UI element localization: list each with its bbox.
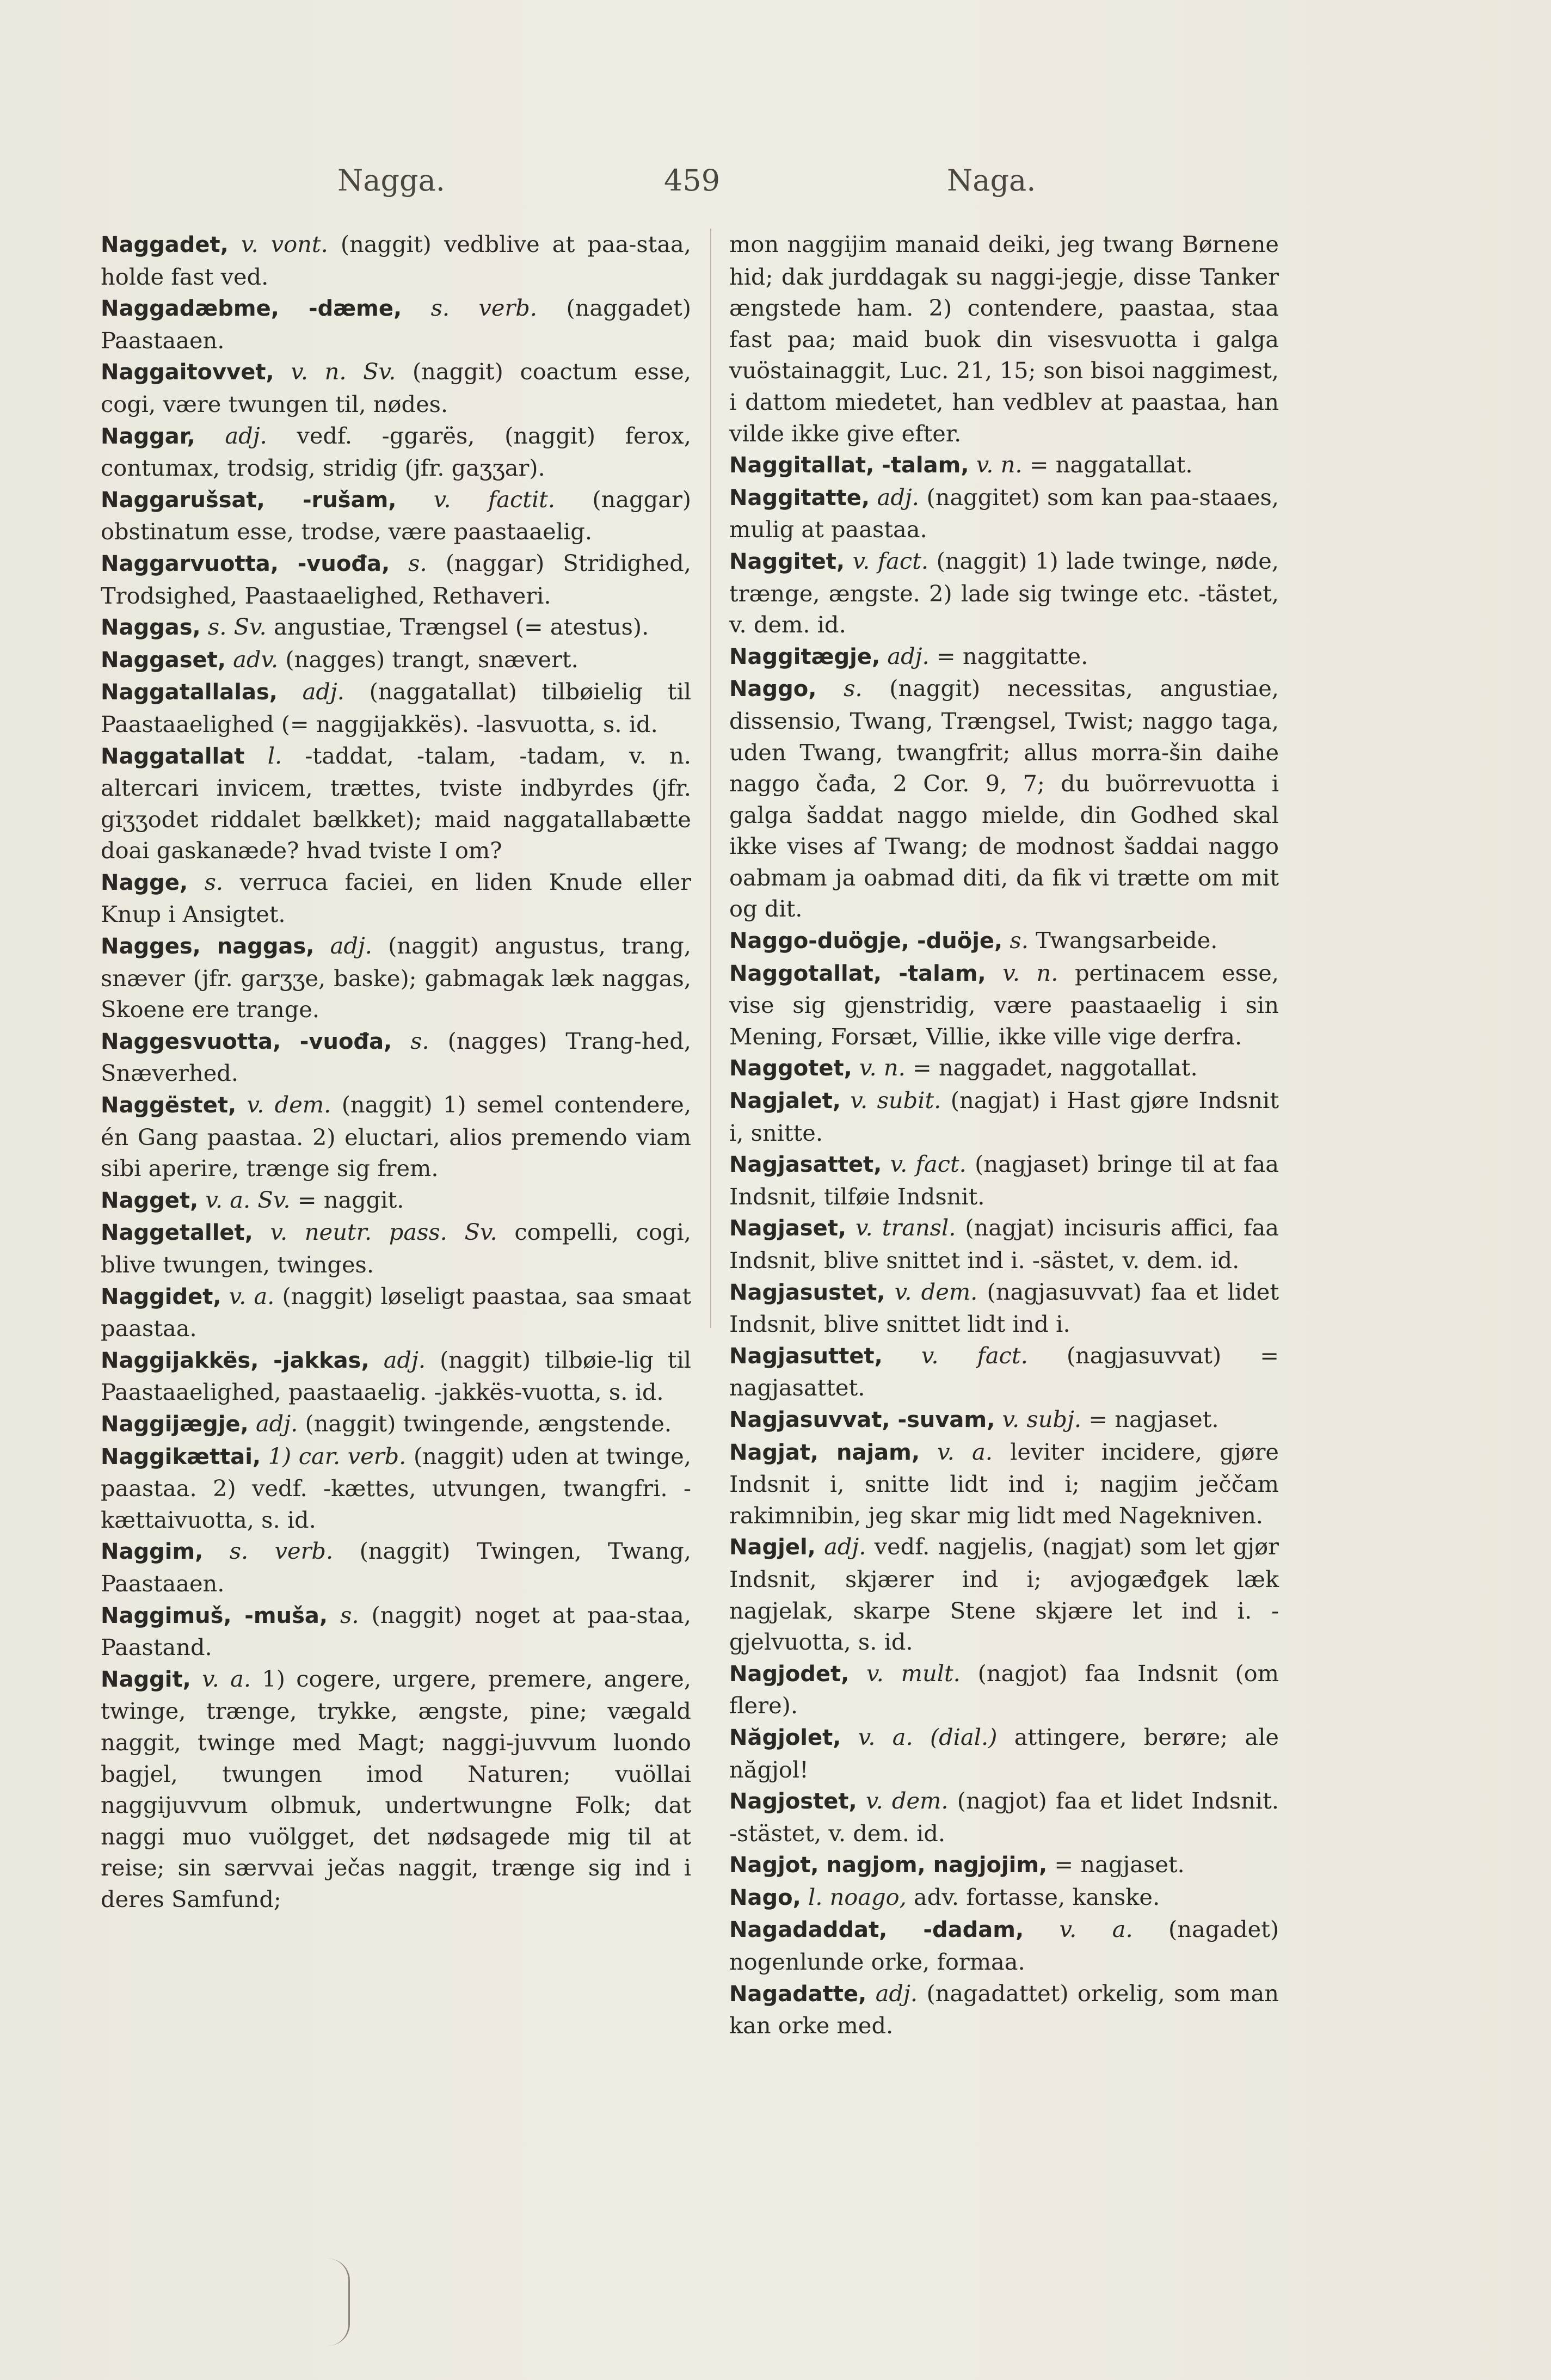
entry-headword: Naggotallat, -talam,: [729, 961, 986, 986]
entry-headword: Naggitallat, -talam,: [729, 453, 969, 478]
entry-grammar: s.: [390, 549, 427, 576]
entry-grammar: adj.: [277, 678, 344, 705]
entry-headword: Naggaitovvet,: [101, 360, 274, 385]
entry-grammar: v. dem.: [885, 1278, 978, 1305]
entry-grammar: adj.: [195, 422, 267, 449]
dictionary-entry: [101, 1281, 691, 1344]
entry-headword: Nagjodet,: [729, 1661, 850, 1687]
header-left: Nagga.: [337, 163, 445, 198]
entry-headword: Nago,: [729, 1885, 801, 1910]
dictionary-entry: [101, 1535, 691, 1599]
entry-definition: (nagges) trangt, snævert.: [278, 645, 578, 673]
entry-grammar: s.: [1002, 927, 1029, 954]
dictionary-entry: [729, 1785, 1279, 1849]
entry-headword: Naggadet,: [101, 232, 229, 257]
entry-definition: Twangsarbeide.: [1028, 927, 1218, 954]
entry-headword: Nagjaset,: [729, 1216, 847, 1241]
dictionary-entry: [101, 676, 691, 740]
dictionary-entry: [729, 1721, 1279, 1785]
entry-headword: Nagge,: [101, 870, 188, 895]
left-column: [101, 229, 691, 1915]
entry-definition: (naggit) noget at paa-staa, Paastand.: [101, 1601, 691, 1661]
entry-headword: Naggar,: [101, 423, 195, 449]
dictionary-entry: [729, 641, 1279, 673]
entry-definition: (naggit) 1) semel contendere, én Gang paastaa. 2) eluctari, alios premendo viam sibi aperire, trænge sig frem.: [101, 1091, 692, 1182]
entry-definition: (nagjot) faa Indsnit (om flere).: [729, 1659, 1279, 1719]
entry-headword: Naggidet,: [101, 1284, 221, 1309]
dictionary-entry: [101, 356, 691, 420]
entry-headword: Naggesvuotta, -vuođa,: [101, 1029, 392, 1054]
entry-definition: (naggatallat) tilbøielig til Paastaaelighed (= naggijakkës). -lasvuotta, s. id.: [101, 678, 692, 737]
entry-definition: adv. fortasse, kanske.: [906, 1883, 1160, 1910]
entry-definition: (nagjaset) bringe til at faa Indsnit, tilføie Indsnit.: [729, 1151, 1279, 1210]
entry-grammar: s.: [392, 1027, 429, 1054]
entry-headword: Naggatallalas,: [101, 680, 278, 705]
entry-definition: (naggit) uden at twinge, paastaa. 2) vedf. -kættes, utvungen, twangfri. -kættaivuotta, s. id.: [101, 1442, 691, 1533]
entry-definition: = nagjaset.: [1047, 1851, 1185, 1878]
entry-headword: Naggit,: [101, 1666, 191, 1692]
entry-grammar: v. fact.: [882, 1151, 967, 1178]
entry-grammar: adj.: [866, 1979, 918, 2007]
entry-definition: (naggar) obstinatum esse, trodse, være paastaaelig.: [101, 485, 691, 545]
entry-grammar: s.: [816, 675, 863, 702]
entry-grammar: adj.: [248, 1410, 298, 1437]
entry-definition: (nagjot) faa et lidet Indsnit. -stästet, v. dem. id.: [729, 1787, 1279, 1847]
dictionary-entry: [729, 545, 1279, 641]
entry-headword: Naggitægje,: [729, 644, 881, 669]
dictionary-entry: [729, 1404, 1279, 1436]
entry-headword: Nagjasuttet,: [729, 1343, 883, 1369]
entry-headword: Naggetallet,: [101, 1220, 253, 1246]
margin-bracket-mark: [305, 2259, 350, 2346]
dictionary-entry: [729, 1978, 1279, 2041]
dictionary-entry: [729, 1085, 1279, 1148]
entry-headword: Nagjalet,: [729, 1088, 841, 1114]
entry-definition: (naggit) twingende, ængstende.: [298, 1410, 672, 1437]
dictionary-entry: [729, 482, 1279, 545]
entry-definition: (naggadet) Paastaaen.: [101, 294, 691, 354]
entry-headword: Naggëstet,: [101, 1093, 237, 1118]
entry-grammar: s. verb.: [203, 1538, 334, 1565]
entry-definition: -taddat, -talam, -tadam, v. n. altercari invicem, trættes, tviste indbyrdes (jfr. giʒʒodet riddalet bælkket); maid naggatallabætte doai gaskanæde? hvad tviste I om?: [101, 742, 691, 864]
dictionary-entry: [101, 930, 691, 1025]
dictionary-entry: [101, 644, 691, 677]
dictionary-entry: [101, 866, 691, 930]
entry-definition: (nagjat) i Hast gjøre Indsnit i, snitte.: [729, 1087, 1279, 1146]
entry-grammar: v. subit.: [840, 1087, 941, 1114]
entry-grammar: l. noago,: [801, 1883, 907, 1910]
entry-headword: Naggarvuotta, -vuođa,: [101, 551, 390, 576]
entry-headword: Naggadæbme, -dæme,: [101, 296, 402, 322]
entry-grammar: s. verb.: [402, 294, 538, 322]
entry-headword: Nagjot, nagjom, nagjojim,: [729, 1853, 1048, 1878]
dictionary-entry: [729, 1531, 1279, 1657]
entry-headword: Nagges, naggas,: [101, 934, 315, 960]
entry-definition: pertinacem esse, vise sig gjenstridig, være paastaaelig i sin Mening, Forsæt, Villie, ikke ville vige derfra.: [729, 959, 1279, 1050]
entry-definition: (nagjasuvvat) = nagjasattet.: [729, 1342, 1279, 1401]
entry-definition: (naggit) vedblive at paa-staa, holde fast ved.: [101, 231, 691, 290]
dictionary-entry: [101, 548, 691, 611]
dictionary-entry: [729, 1658, 1279, 1721]
dictionary-entry: [729, 1148, 1279, 1212]
dictionary-entry: [729, 925, 1279, 957]
entry-headword: Năgjolet,: [729, 1725, 841, 1750]
dictionary-entry: [729, 1881, 1279, 1914]
right-column: [729, 229, 1279, 2041]
entry-headword: Nagjasuvvat, -suvam,: [729, 1407, 995, 1432]
dictionary-entry: [729, 1052, 1279, 1085]
dictionary-entry: [101, 1441, 691, 1536]
entry-headword: Nagjasustet,: [729, 1280, 885, 1305]
entry-definition: vedf. -ggarës, (naggit) ferox, contumax, trodsig, stridig (jfr. gaʒʒar).: [101, 422, 691, 482]
dictionary-entry: [101, 1344, 691, 1408]
dictionary-entry: [101, 611, 691, 644]
entry-definition: (nagjasuvvat) faa et lidet Indsnit, blive snittet lidt ind i.: [729, 1278, 1279, 1338]
entry-grammar: v. a.: [920, 1438, 993, 1465]
entry-definition: (naggitet) som kan paa-staaes, mulig at paastaa.: [729, 483, 1279, 543]
entry-headword: Naggaset,: [101, 647, 226, 673]
entry-definition: 1) cogere, urgere, premere, angere, twinge, trænge, trykke, ængste, pine; vægald naggit, twinge med Magt; naggi-juvvum luondo bagjel, twungen imod Naturen; vuöllai naggijuvvum olbmuk, undertwungne Folk; dat naggi muo vuölgget, det nødsagede mig til at reise; sin særvvai ječas naggit, trænge sig ind i deres Samfund;: [101, 1665, 691, 1912]
dictionary-entry: [101, 420, 691, 484]
entry-grammar: v. a.: [1024, 1916, 1133, 1943]
dictionary-entry: [729, 229, 1279, 449]
dictionary-entry: [101, 1600, 691, 1663]
entry-definition: (naggit) coactum esse, cogi, være twungen til, nødes.: [101, 358, 691, 417]
entry-grammar: v. a.: [190, 1665, 251, 1692]
dictionary-entry: [101, 1408, 691, 1441]
page-header: [0, 163, 1551, 207]
entry-headword: Nagjostet,: [729, 1789, 857, 1815]
entry-definition: (naggit) necessitas, angustiae, dissensio, Twang, Trængsel, Twist; naggo taga, uden Twang, twangfrit; allus morra-šin daihe naggo čađa, 2 Cor. 9, 7; du buörrevuotta i galga šaddat naggo mielde, din Godhed skal ikke vises af Twang; de modnost šaddai naggo oabmam ja oabmad diti, da fik vi trætte om mit og dit.: [729, 675, 1279, 923]
entry-definition: attingere, berøre; ale năgjol!: [729, 1723, 1279, 1783]
entry-grammar: adj.: [815, 1533, 866, 1560]
entry-grammar: s.: [188, 868, 224, 895]
header-right: Naga.: [947, 163, 1036, 198]
entry-definition: compelli, cogi, blive twungen, twinges.: [101, 1219, 691, 1278]
entry-definition: (nagadet) nogenlunde orke, formaa.: [729, 1916, 1279, 1976]
dictionary-entry: [101, 1663, 691, 1915]
entry-grammar: v. dem.: [857, 1787, 949, 1815]
entry-definition: leviter incidere, gjøre Indsnit i, snitte lidt ind i; nagjim ječčam rakimnibin, jeg skar mig lidt med Nagekniven.: [729, 1438, 1279, 1529]
entry-headword: Naggas,: [101, 615, 201, 641]
entry-grammar: s. Sv.: [200, 613, 267, 641]
entry-grammar: v. subj.: [995, 1405, 1082, 1432]
entry-definition: (naggit) 1) lade twinge, nøde, trænge, ængste. 2) lade sig twinge etc. -tästet, v. dem. id.: [729, 547, 1279, 638]
entry-definition: (nagadattet) orkelig, som man kan orke med.: [729, 1979, 1279, 2039]
dictionary-entry: [729, 1849, 1279, 1881]
entry-headword: Nagjat, najam,: [729, 1440, 920, 1465]
entry-definition: (naggit) angustus, trang, snæver (jfr. garʒʒe, baske); gabmagak læk naggas, Skoene ere trange.: [101, 932, 691, 1023]
dictionary-entry: [101, 1025, 691, 1089]
entry-grammar: adj.: [880, 642, 930, 669]
entry-grammar: v. transl.: [846, 1214, 956, 1241]
dictionary-entry: [101, 1184, 691, 1217]
entry-headword: Naggo,: [729, 677, 817, 702]
entry-definition: (naggit) løseligt paastaa, saa smaat paastaa.: [101, 1282, 691, 1342]
entry-definition: = naggitatte.: [929, 642, 1088, 669]
entry-definition: (nagjat) incisuris affici, faa Indsnit, blive snittet ind i. -sästet, v. dem. id.: [729, 1214, 1279, 1274]
entry-grammar: v. n.: [852, 1054, 906, 1081]
entry-grammar: adj.: [314, 932, 372, 960]
entry-grammar: v. fact.: [882, 1342, 1028, 1369]
dictionary-entry: [729, 1914, 1279, 1977]
dictionary-entry: [729, 1340, 1279, 1404]
dictionary-entry: [101, 1089, 691, 1184]
entry-definition: = naggadet, naggotallat.: [905, 1054, 1198, 1081]
entry-headword: Nagadatte,: [729, 1981, 867, 2007]
entry-definition: = naggatallat.: [1022, 451, 1193, 478]
dictionary-entry: [101, 292, 691, 356]
entry-headword: Naggijakkës, -jakkas,: [101, 1348, 370, 1373]
entry-grammar: v. n.: [986, 959, 1058, 986]
entry-definition: verruca faciei, en liden Knude eller Knup i Ansigtet.: [101, 868, 691, 928]
dictionary-entry: [729, 1276, 1279, 1340]
entry-definition: mon naggijim manaid deiki, jeg twang Børnene hid; dak jurddagak su naggi-jegje, disse Tanker ængstede ham. 2) contendere, paastaa, staa fast paa; maid buok din visesvuotta i galga vuöstainaggit, Luc. 21, 15; son bisoi naggimest, i dattom miedetet, han vedblev at paastaa, han vilde ikke give efter.: [729, 231, 1279, 447]
dictionary-entry: [729, 1436, 1279, 1532]
entry-definition: vedf. nagjelis, (nagjat) som let gjør Indsnit, skjærer ind i; avjogæđgek læk nagjelak, skarpe Stene skjære let ind i. -gjelvuotta, s. id.: [729, 1533, 1279, 1656]
entry-grammar: s.: [328, 1601, 359, 1628]
entry-grammar: v. a. Sv.: [198, 1186, 291, 1213]
entry-grammar: adj.: [870, 483, 919, 511]
entry-headword: Nagget,: [101, 1188, 199, 1213]
entry-definition: = nagjaset.: [1081, 1405, 1219, 1432]
entry-headword: Naggimuš, -muša,: [101, 1603, 328, 1628]
entry-grammar: v. vont.: [228, 231, 328, 257]
entry-headword: Naggo-duögje, -duöje,: [729, 928, 1003, 954]
dictionary-entry: [101, 740, 691, 866]
dictionary-entry: [729, 957, 1279, 1053]
dictionary-entry: [101, 1216, 691, 1280]
entry-grammar: l.: [244, 742, 282, 769]
entry-headword: Naggikættai,: [101, 1444, 261, 1469]
dictionary-entry: [729, 1212, 1279, 1276]
entry-headword: Naggarušsat, -rušam,: [101, 487, 397, 513]
entry-definition: = naggit.: [290, 1186, 404, 1213]
entry-headword: Nagjasattet,: [729, 1152, 882, 1178]
entry-grammar: adv.: [225, 645, 279, 673]
entry-definition: (naggar) Stridighed, Trodsighed, Paastaaelighed, Rethaveri.: [101, 549, 691, 609]
entry-grammar: v. neutr. pass. Sv.: [253, 1219, 497, 1246]
entry-grammar: v. n.: [969, 451, 1023, 478]
entry-grammar: v. factit.: [396, 485, 556, 513]
entry-grammar: v. a.: [221, 1282, 275, 1309]
dictionary-entry: [101, 484, 691, 548]
dictionary-entry: [101, 229, 691, 292]
dictionary-entry: [729, 449, 1279, 482]
entry-grammar: v. n. Sv.: [274, 358, 396, 385]
entry-grammar: v. fact.: [845, 547, 929, 574]
entry-grammar: v. mult.: [849, 1659, 961, 1687]
entry-headword: Nagadaddat, -dadam,: [729, 1917, 1024, 1943]
entry-headword: Naggatallat: [101, 743, 245, 769]
entry-definition: (naggit) Twingen, Twang, Paastaaen.: [101, 1538, 691, 1597]
entry-headword: Naggijægje,: [101, 1411, 249, 1437]
page-number: 459: [664, 163, 721, 198]
entry-grammar: v. dem.: [236, 1091, 331, 1118]
entry-definition: (nagges) Trang-hed, Snæverhed.: [101, 1027, 691, 1087]
entry-headword: Naggitet,: [729, 549, 845, 574]
entry-grammar: v. a. (dial.): [841, 1723, 998, 1750]
entry-grammar: 1) car. verb.: [261, 1442, 407, 1469]
dictionary-entry: [729, 673, 1279, 925]
entry-headword: Nagjel,: [729, 1535, 816, 1560]
column-divider: [710, 229, 711, 1328]
entry-headword: Naggitatte,: [729, 485, 870, 511]
entry-headword: Naggim,: [101, 1539, 204, 1565]
entry-definition: (naggit) tilbøie-lig til Paastaaelighed, paastaaelig. -jakkës-vuotta, s. id.: [101, 1346, 692, 1406]
entry-grammar: adj.: [369, 1346, 426, 1373]
entry-definition: angustiae, Trængsel (= atestus).: [266, 613, 649, 641]
entry-headword: Naggotet,: [729, 1056, 852, 1081]
